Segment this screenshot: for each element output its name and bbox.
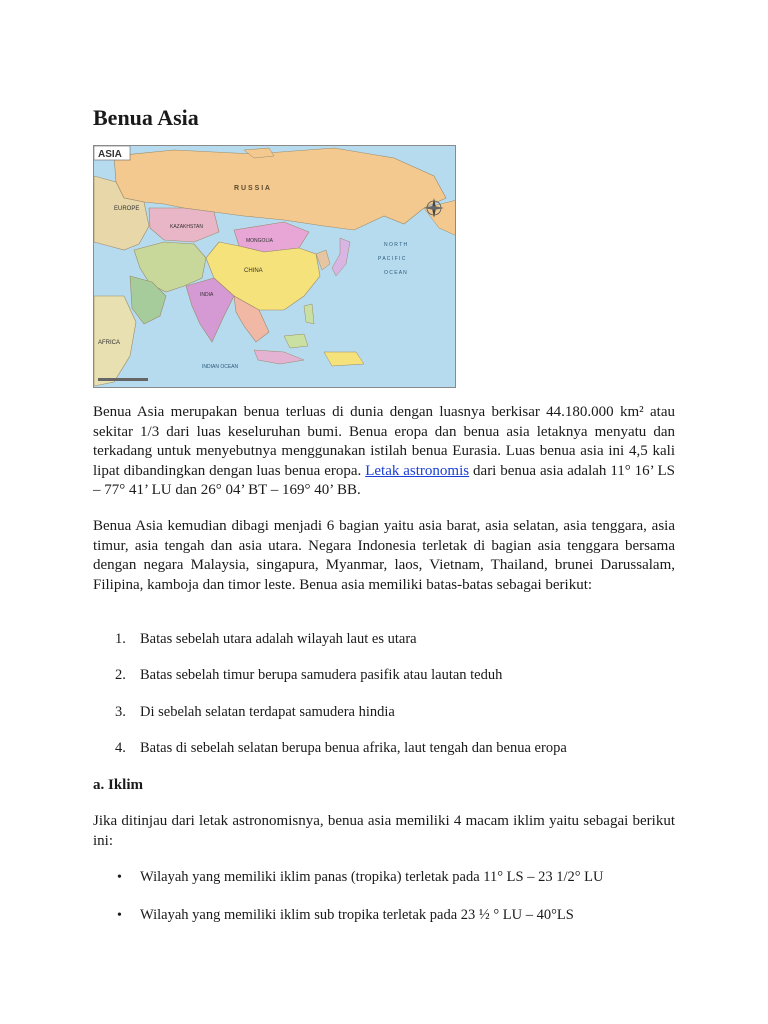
map-title: ASIA bbox=[98, 149, 122, 160]
asia-map bbox=[93, 145, 456, 388]
paragraph-climate: Jika ditinjau dari letak astronomisnya, benua asia memiliki 4 macam iklim yaitu sebagai berikut ini: bbox=[93, 813, 675, 849]
list-item-text: Batas di sebelah selatan berupa benua afrika, laut tengah dan benua eropa bbox=[140, 740, 567, 756]
map-label-africa: AFRICA bbox=[98, 340, 121, 346]
map-label-russia: R U S S I A bbox=[234, 185, 270, 192]
paragraph-regions: Benua Asia kemudian dibagi menjadi 6 bagian yaitu asia barat, asia selatan, asia tenggara, asia timur, asia tengah dan asia utara. Negara Indonesia terletak di bagian asia tenggara bersama dengan negara Malaysia, singapura, Myanmar, laos, Vietnam, Thailand, brunei Darussalam, Filipina, kamboja dan timor leste. Benua asia memiliki batas-batas sebagai berikut: bbox=[93, 518, 675, 593]
bullet-icon: • bbox=[117, 870, 122, 885]
list-item-number: 4. bbox=[115, 740, 126, 756]
letak-astronomis-link[interactable]: Letak astronomis bbox=[365, 462, 470, 479]
map-label-indian-ocean: INDIAN OCEAN bbox=[202, 364, 239, 370]
bullet-icon: • bbox=[117, 908, 122, 923]
map-label-pacific: P A C I F I C bbox=[378, 256, 406, 262]
page-title: Benua Asia bbox=[93, 105, 199, 130]
list-item-text: Wilayah yang memiliki iklim sub tropika terletak pada 23 ½ ° LU – 40°LS bbox=[140, 907, 574, 923]
map-label-mongolia: MONGOLIA bbox=[246, 238, 273, 244]
list-item-text: Batas sebelah timur berupa samudera pasifik atau lautan teduh bbox=[140, 667, 503, 683]
list-item-text: Batas sebelah utara adalah wilayah laut es utara bbox=[140, 631, 417, 647]
map-label-europe: EUROPE bbox=[114, 206, 140, 212]
map-label-ocean: O C E A N bbox=[384, 270, 407, 276]
list-item-number: 2. bbox=[115, 667, 126, 683]
asia-map-graphic bbox=[94, 146, 456, 388]
paragraph-intro-text-end: dari benua asia adalah 11° 16’ LS – 77° 41’ LU dan 26° 04’ BT – 169° 40’ BB. bbox=[93, 462, 675, 498]
paragraph-intro-text: Benua Asia merupakan benua terluas di dunia dengan luasnya berkisar 44.180.000 km² atau sekitar 1/3 dari luas keseluruhan bumi. Benua eropa dan benua asia letaknya menyatu dan terkadang untuk menyebutnya menggunakan istilah benua Eurasia. Luas benua asia ini 4,5 kali lipat dibandingkan dengan luas benua eropa. bbox=[93, 404, 675, 479]
map-label-india: INDIA bbox=[200, 292, 214, 298]
paragraph-intro bbox=[93, 403, 675, 501]
map-label-north: N O R T H bbox=[384, 242, 408, 248]
map-label-kazakhstan: KAZAKHSTAN bbox=[170, 224, 203, 230]
list-item-text: Wilayah yang memiliki iklim panas (tropika) terletak pada 11° LS – 23 1/2° LU bbox=[140, 869, 604, 885]
climate-heading: a. Iklim bbox=[93, 777, 144, 793]
list-item-number: 3. bbox=[115, 704, 126, 720]
map-label-china: CHINA bbox=[244, 268, 263, 274]
list-item-text: Di sebelah selatan terdapat samudera hindia bbox=[140, 704, 395, 720]
list-item-number: 1. bbox=[115, 631, 126, 647]
